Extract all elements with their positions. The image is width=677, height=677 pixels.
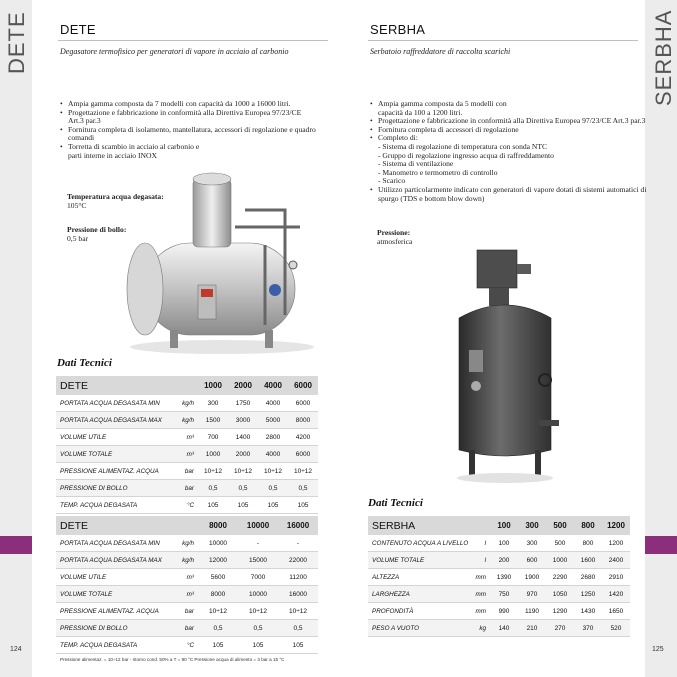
- serbha-table: [368, 516, 630, 637]
- table-row: [56, 497, 318, 514]
- right-page-number: 125: [652, 646, 664, 653]
- table-cell: 10÷12: [238, 603, 278, 620]
- table-cell: -: [278, 535, 318, 552]
- table-cell: 370: [574, 620, 602, 637]
- row-label: LARGHEZZA: [368, 586, 470, 603]
- table-cell: 8000: [198, 586, 238, 603]
- table-cell: 0,5: [238, 620, 278, 637]
- row-unit: l: [470, 535, 490, 552]
- row-label: VOLUME TOTALE: [56, 446, 178, 463]
- table-cell: 3000: [228, 412, 258, 429]
- row-label: VOLUME TOTALE: [368, 552, 470, 569]
- table-row: [56, 637, 318, 654]
- row-unit: kg/h: [178, 535, 198, 552]
- dete-feature-item: • Ampia gamma composta da 7 modelli con capacità da 1000 a 16000 litri.: [68, 100, 318, 109]
- row-label: TEMP. ACQUA DEGASATA: [56, 497, 178, 514]
- row-label: VOLUME TOTALE: [56, 586, 178, 603]
- table-header-row: [56, 516, 318, 535]
- serbha-feature-item: • Progettazione e fabbricazione in conformità alla Direttiva Europea 97/23/CE Art.3 par.3: [378, 117, 648, 126]
- table-row: [368, 586, 630, 603]
- table-cell: 1750: [228, 395, 258, 412]
- table-cell: 1000: [546, 552, 574, 569]
- table-cell: 1400: [228, 429, 258, 446]
- column-header: 1200: [602, 516, 630, 535]
- dete-title: DETE: [60, 22, 96, 37]
- serbha-feature-item: • Fornitura completa di accessori di regolazione: [378, 126, 648, 135]
- dete-feature-item: • Torretta di scambio in acciaio al carbonio e parti interne in acciaio INOX: [68, 143, 203, 160]
- spec-value: 105°C: [67, 200, 87, 210]
- right-side-label: SERBHA: [651, 9, 676, 106]
- table-cell: 105: [198, 497, 228, 514]
- column-header: 100: [490, 516, 518, 535]
- table-cell: 2290: [546, 569, 574, 586]
- table-title: DETE: [56, 516, 198, 535]
- column-header: 800: [574, 516, 602, 535]
- table-row: [56, 569, 318, 586]
- serbha-feature-item: • Utilizzo particolarmente indicato con generatori di vapore dotati di sistemi automatici di spurgo (TDS e bottom blow down): [378, 186, 648, 203]
- row-unit: mm: [470, 586, 490, 603]
- table-body: [368, 535, 630, 637]
- column-header: 10000: [238, 516, 278, 535]
- serbha-title: SERBHA: [370, 22, 426, 37]
- column-header: 300: [518, 516, 546, 535]
- serbha-feature-item: • Completo di: - Sistema di regolazione di temperatura con sonda NTC - Gruppo di regolazione ingresso acqua di raffreddamento - Sistema di ventilazione - Manometro e termometro di controllo - Scarico: [378, 134, 648, 186]
- column-header: 8000: [198, 516, 238, 535]
- row-unit: mm: [470, 603, 490, 620]
- table-cell: 10÷12: [198, 603, 238, 620]
- spec-value: 0,5 bar: [67, 233, 89, 243]
- row-unit: mm: [470, 569, 490, 586]
- table-cell: 270: [546, 620, 574, 637]
- table-header-row: [368, 516, 630, 535]
- dete-title-rule: [58, 40, 328, 41]
- table-cell: 100: [490, 535, 518, 552]
- table-cell: 1000: [198, 446, 228, 463]
- table-cell: 800: [574, 535, 602, 552]
- row-unit: °C: [178, 637, 198, 654]
- table-cell: 5000: [258, 412, 288, 429]
- row-unit: kg/h: [178, 412, 198, 429]
- table-cell: 0,5: [278, 620, 318, 637]
- table-row: [56, 463, 318, 480]
- serbha-dati-tecnici-heading: Dati Tecnici: [368, 497, 423, 509]
- table-cell: 5600: [198, 569, 238, 586]
- table-cell: 15000: [238, 552, 278, 569]
- dete-table-1: [56, 376, 318, 514]
- serbha-subtitle: Serbatoio raffreddatore di raccolta scarichi: [370, 47, 511, 56]
- row-unit: l: [470, 552, 490, 569]
- table-title: SERBHA: [368, 516, 490, 535]
- table-row: [56, 395, 318, 412]
- table-cell: 10000: [198, 535, 238, 552]
- row-unit: kg: [470, 620, 490, 637]
- dete-dati-tecnici-heading: Dati Tecnici: [57, 357, 112, 369]
- spec-label: Pressione:: [377, 228, 411, 237]
- table-cell: 6000: [288, 446, 318, 463]
- table-cell: 1500: [198, 412, 228, 429]
- table-cell: 4000: [258, 395, 288, 412]
- table-body: [56, 535, 318, 654]
- serbha-sub-item: - Gruppo di regolazione ingresso acqua di raffreddamento: [378, 150, 554, 160]
- table-cell: 1250: [574, 586, 602, 603]
- table-row: [56, 535, 318, 552]
- row-label: PRESSIONE DI BOLLO: [56, 480, 178, 497]
- row-unit: kg/h: [178, 395, 198, 412]
- table-cell: 990: [490, 603, 518, 620]
- table-cell: 1190: [518, 603, 546, 620]
- table-row: [56, 446, 318, 463]
- column-header: 2000: [228, 376, 258, 395]
- dete-table-2: [56, 516, 318, 654]
- table-row: [56, 480, 318, 497]
- table-cell: 10÷12: [258, 463, 288, 480]
- table-cell: 210: [518, 620, 546, 637]
- serbha-sub-item: - Sistema di regolazione di temperatura con sonda NTC: [378, 141, 548, 151]
- table-cell: 1200: [602, 535, 630, 552]
- table-body: [56, 395, 318, 514]
- table-title: DETE: [56, 376, 198, 395]
- row-label: PORTATA ACQUA DEGASATA MAX: [56, 412, 178, 429]
- row-label: PRESSIONE ALIMENTAZ. ACQUA: [56, 463, 178, 480]
- serbha-title-rule: [368, 40, 638, 41]
- row-label: PROFONDITÀ: [368, 603, 470, 620]
- table-cell: 105: [238, 637, 278, 654]
- table-cell: 105: [258, 497, 288, 514]
- table-cell: 10000: [238, 586, 278, 603]
- row-unit: bar: [178, 603, 198, 620]
- table-cell: 22000: [278, 552, 318, 569]
- dete-product-image: [115, 165, 330, 360]
- row-unit: m³: [178, 446, 198, 463]
- row-unit: m³: [178, 429, 198, 446]
- row-label: PRESSIONE ALIMENTAZ. ACQUA: [56, 603, 178, 620]
- row-unit: m³: [178, 569, 198, 586]
- table-row: [56, 412, 318, 429]
- table-cell: 7000: [238, 569, 278, 586]
- row-unit: bar: [178, 463, 198, 480]
- row-label: CONTENUTO ACQUA A LIVELLO: [368, 535, 470, 552]
- row-label: TEMP. ACQUA DEGASATA: [56, 637, 178, 654]
- table-row: [56, 620, 318, 637]
- row-label: PORTATA ACQUA DEGASATA MAX: [56, 552, 178, 569]
- left-section-tab: [0, 536, 32, 554]
- row-label: ALTEZZA: [368, 569, 470, 586]
- table-cell: 1650: [602, 603, 630, 620]
- table-cell: 300: [198, 395, 228, 412]
- dete-subtitle: Degasatore termofisico per generatori di vapore in acciaio al carbonio: [60, 47, 289, 56]
- table-cell: 105: [228, 497, 258, 514]
- table-cell: 1900: [518, 569, 546, 586]
- table-cell: 1430: [574, 603, 602, 620]
- table-cell: 0,5: [198, 480, 228, 497]
- serbha-sub-item: - Sistema di ventilazione: [378, 159, 454, 169]
- row-label: VOLUME UTILE: [56, 429, 178, 446]
- table-cell: 2910: [602, 569, 630, 586]
- serbha-feature-item: • Ampia gamma composta da 5 modelli con capacità da 100 a 1200 litri.: [378, 100, 523, 117]
- table-cell: 10÷12: [198, 463, 228, 480]
- table-row: [368, 552, 630, 569]
- table-cell: 520: [602, 620, 630, 637]
- table-row: [368, 603, 630, 620]
- table-row: [368, 535, 630, 552]
- right-section-tab: [645, 536, 677, 554]
- table-cell: 200: [490, 552, 518, 569]
- left-side-label: DETE: [4, 11, 29, 74]
- table-cell: 1420: [602, 586, 630, 603]
- table-cell: 1290: [546, 603, 574, 620]
- table-cell: 600: [518, 552, 546, 569]
- table-cell: 0,5: [228, 480, 258, 497]
- column-header: 4000: [258, 376, 288, 395]
- table-cell: 16000: [278, 586, 318, 603]
- row-unit: kg/h: [178, 552, 198, 569]
- spec-label: Temperatura acqua degasata:: [67, 192, 164, 201]
- serbha-sub-item: - Manometro e termometro di controllo: [378, 167, 498, 177]
- table-cell: -: [238, 535, 278, 552]
- column-header: 1000: [198, 376, 228, 395]
- table-cell: 6000: [288, 395, 318, 412]
- column-header: 500: [546, 516, 574, 535]
- table-cell: 0,5: [198, 620, 238, 637]
- dete-feature-list: [58, 100, 318, 160]
- table-cell: 1390: [490, 569, 518, 586]
- table-cell: 10÷12: [288, 463, 318, 480]
- right-sidebar: [645, 0, 677, 677]
- row-unit: bar: [178, 620, 198, 637]
- table-cell: 2400: [602, 552, 630, 569]
- row-label: PESO A VUOTO: [368, 620, 470, 637]
- row-label: PORTATA ACQUA DEGASATA MIN: [56, 395, 178, 412]
- dete-feature-item: • Progettazione e fabbricazione in conformità alla Direttiva Europea 97/23/CE Art.3 par.3: [68, 109, 318, 126]
- dete-footnote: Pressione alimentaz. = 10÷12 bar - ritorno cond. 50% a T = 90 °C Pressione acqua di alimento = 3 bar a 15 °C: [60, 657, 285, 662]
- table-cell: 8000: [288, 412, 318, 429]
- spec-label: Pressione di bollo:: [67, 225, 127, 234]
- row-unit: m³: [178, 586, 198, 603]
- table-cell: 10÷12: [278, 603, 318, 620]
- table-cell: 11200: [278, 569, 318, 586]
- spec-value: atmosferica: [377, 236, 413, 246]
- table-cell: 2800: [258, 429, 288, 446]
- serbha-feature-list: [368, 100, 648, 203]
- column-header: 16000: [278, 516, 318, 535]
- table-cell: 105: [278, 637, 318, 654]
- table-cell: 2000: [228, 446, 258, 463]
- table-cell: 750: [490, 586, 518, 603]
- table-cell: 1600: [574, 552, 602, 569]
- table-cell: 2680: [574, 569, 602, 586]
- dete-feature-item: • Fornitura completa di isolamento, mantellatura, accessori di regolazione e quadro comandi: [68, 126, 318, 143]
- table-cell: 970: [518, 586, 546, 603]
- table-row: [56, 429, 318, 446]
- serbha-sub-item: - Scarico: [378, 176, 406, 186]
- table-row: [368, 620, 630, 637]
- table-cell: 0,5: [258, 480, 288, 497]
- table-cell: 10÷12: [228, 463, 258, 480]
- table-cell: 300: [518, 535, 546, 552]
- row-label: PRESSIONE DI BOLLO: [56, 620, 178, 637]
- row-unit: bar: [178, 480, 198, 497]
- table-row: [368, 569, 630, 586]
- row-label: PORTATA ACQUA DEGASATA MIN: [56, 535, 178, 552]
- row-unit: °C: [178, 497, 198, 514]
- table-cell: 4000: [258, 446, 288, 463]
- table-row: [56, 552, 318, 569]
- table-cell: 500: [546, 535, 574, 552]
- table-cell: 140: [490, 620, 518, 637]
- left-page-number: 124: [10, 646, 22, 653]
- table-cell: 0,5: [288, 480, 318, 497]
- table-cell: 105: [288, 497, 318, 514]
- table-cell: 4200: [288, 429, 318, 446]
- column-header: 6000: [288, 376, 318, 395]
- table-cell: 105: [198, 637, 238, 654]
- table-row: [56, 586, 318, 603]
- table-row: [56, 603, 318, 620]
- table-header-row: [56, 376, 318, 395]
- table-cell: 700: [198, 429, 228, 446]
- table-cell: 1050: [546, 586, 574, 603]
- serbha-product-image: [445, 240, 565, 490]
- table-cell: 12000: [198, 552, 238, 569]
- left-sidebar: [0, 0, 32, 677]
- row-label: VOLUME UTILE: [56, 569, 178, 586]
